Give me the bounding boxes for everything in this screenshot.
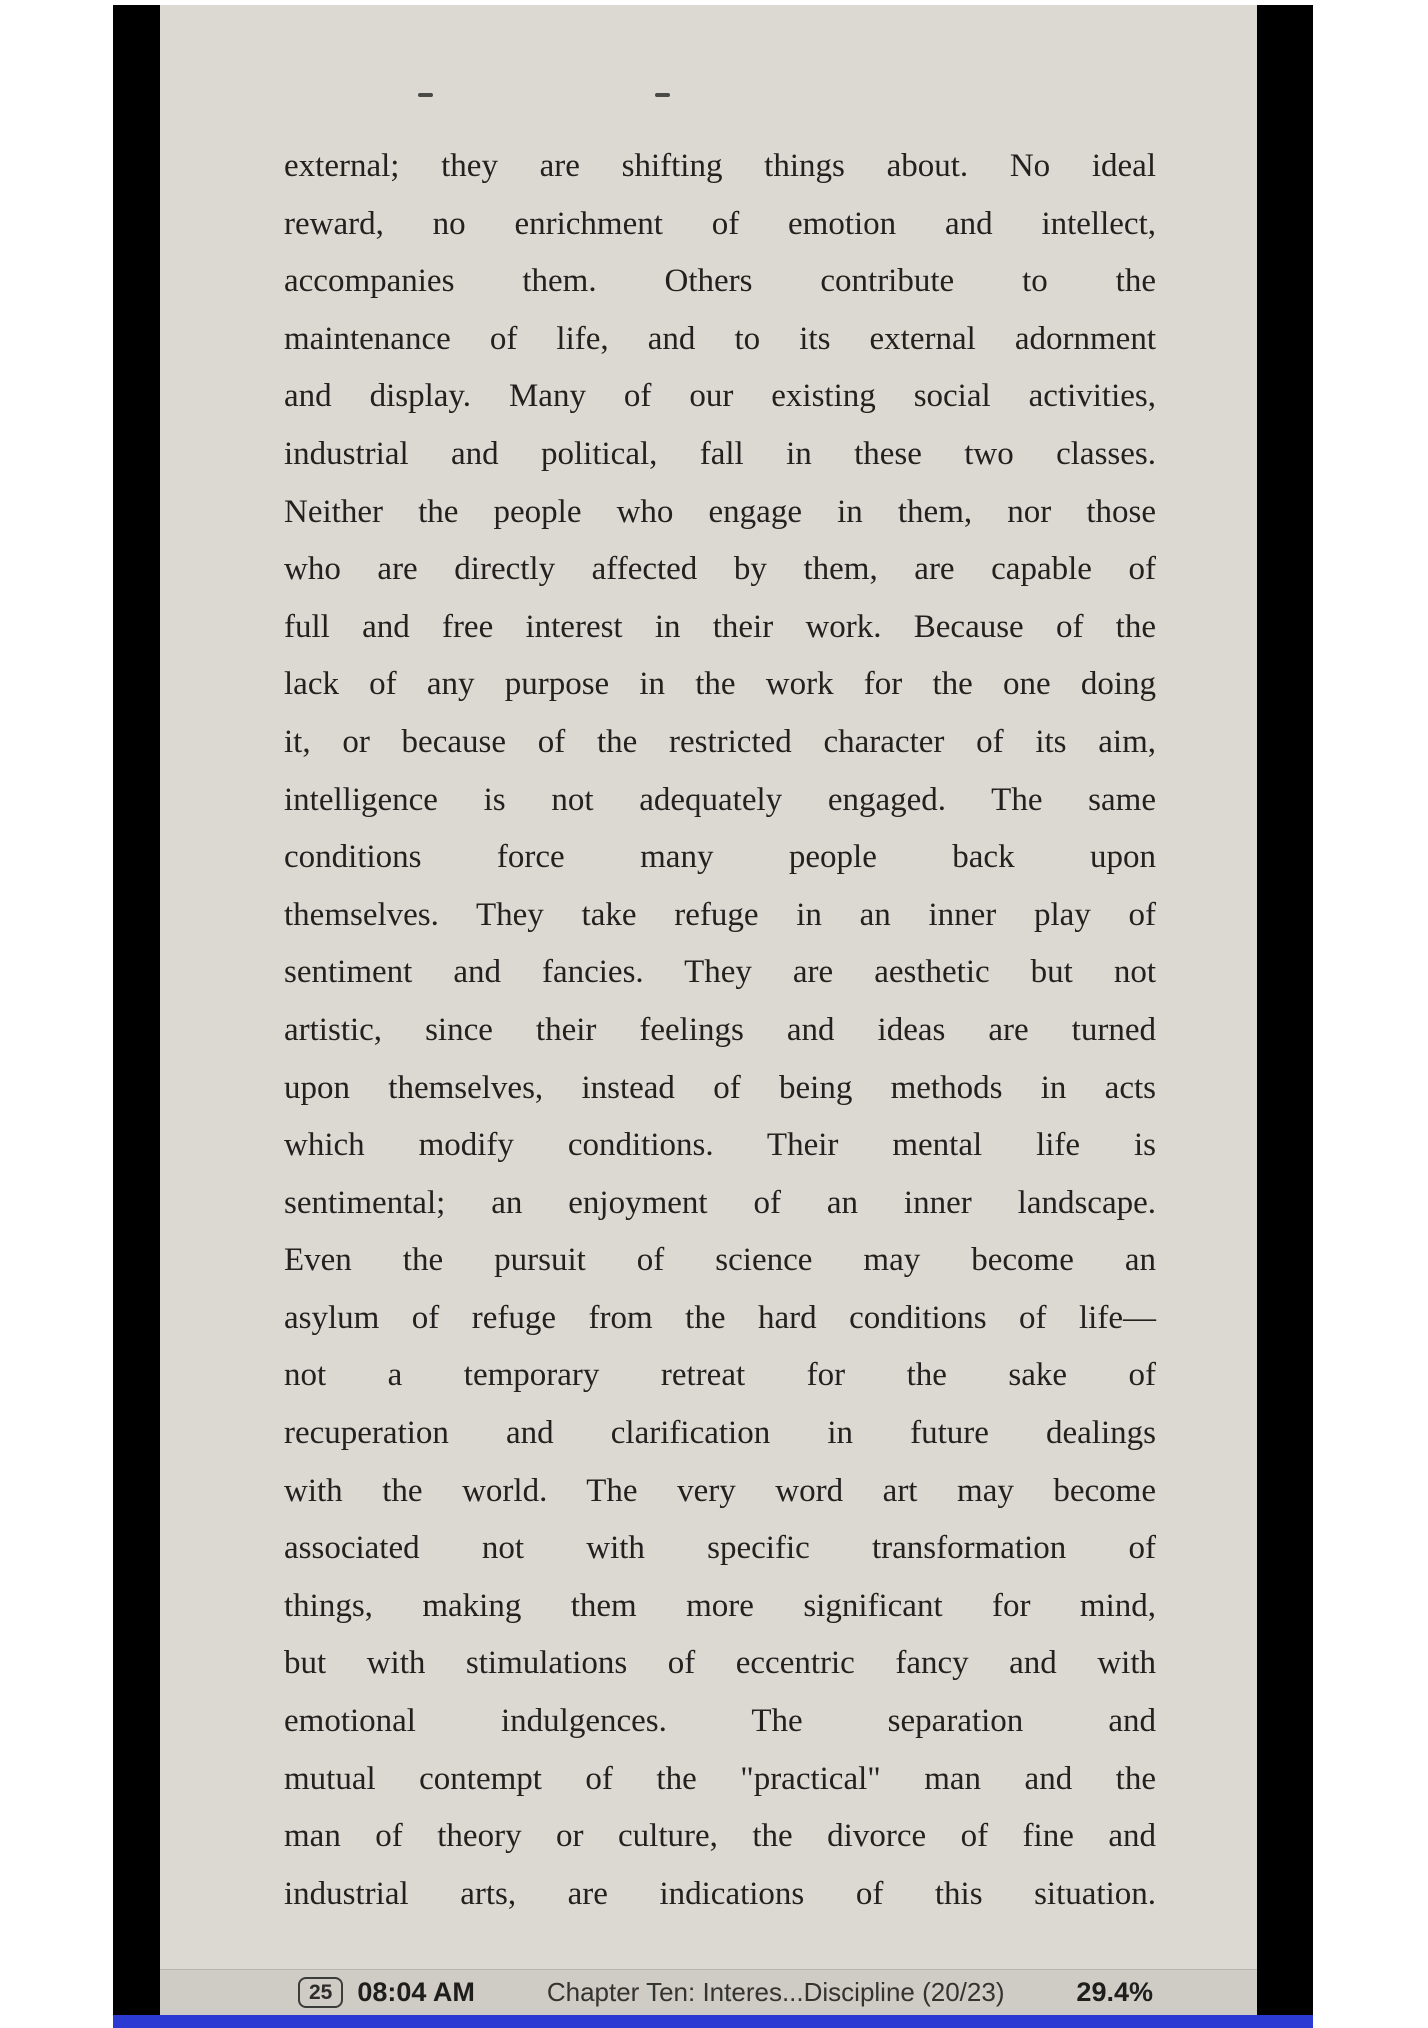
text-line: accompanies them. Others contribute to the — [284, 263, 1156, 300]
text-line: emotional indulgences. The separation and — [284, 1703, 1156, 1740]
reader-page[interactable] — [160, 5, 1257, 2015]
text-line: full and free interest in their work. Because of the — [284, 608, 1156, 645]
text-line: but with stimulations of eccentric fancy and with — [284, 1645, 1156, 1682]
text-line: lack of any purpose in the work for the one doing — [284, 666, 1156, 703]
text-line: things, making them more significant for mind, — [284, 1587, 1156, 1624]
battery-indicator: 25 — [298, 1977, 343, 2008]
text-line: intelligence is not adequately engaged. The same — [284, 781, 1156, 818]
page-text — [284, 138, 1156, 1923]
bottom-blue-bar — [113, 2015, 1313, 2028]
text-line: maintenance of life, and to its external adornment — [284, 320, 1156, 357]
text-line: who are directly affected by them, are capable of — [284, 551, 1156, 588]
text-line: asylum of refuge from the hard conditions of life— — [284, 1299, 1156, 1336]
text-line: mutual contempt of the "practical" man and the — [284, 1760, 1156, 1797]
text-line: artistic, since their feelings and ideas are turned — [284, 1011, 1156, 1048]
text-line: which modify conditions. Their mental life is — [284, 1127, 1156, 1164]
text-line: reward, no enrichment of emotion and intellect, — [284, 205, 1156, 242]
text-line: Even the pursuit of science may become an — [284, 1242, 1156, 1279]
clipped-glyph-artifact — [655, 93, 670, 97]
status-bar — [160, 1969, 1257, 2015]
text-line: recuperation and clarification in future dealings — [284, 1415, 1156, 1452]
text-line: external; they are shifting things about. No ideal — [284, 148, 1156, 184]
text-line: themselves. They take refuge in an inner play of — [284, 896, 1156, 933]
book-percent-label: 29.4% — [1076, 1977, 1153, 2007]
text-line: sentiment and fancies. They are aesthetic but not — [284, 954, 1156, 991]
text-line: man of theory or culture, the divorce of fine and — [284, 1818, 1156, 1855]
text-line: industrial and political, fall in these two classes. — [284, 435, 1156, 472]
text-line: industrial arts, are indications of this situation. — [284, 1875, 1156, 1912]
text-line: sentimental; an enjoyment of an inner landscape. — [284, 1184, 1156, 1221]
text-line: with the world. The very word art may become — [284, 1472, 1156, 1509]
text-line: upon themselves, instead of being methods in acts — [284, 1069, 1156, 1106]
right-letterbox-bar — [1257, 5, 1313, 2015]
text-line: and display. Many of our existing social activities, — [284, 378, 1156, 415]
reader-screen-frame — [113, 5, 1313, 2028]
clipped-glyph-artifact — [418, 93, 433, 97]
text-line: Neither the people who engage in them, nor those — [284, 493, 1156, 530]
text-line: it, or because of the restricted character of its aim, — [284, 723, 1156, 760]
text-line: associated not with specific transformation of — [284, 1530, 1156, 1567]
status-left-group — [298, 1977, 475, 2008]
chapter-progress-label: Chapter Ten: Interes...Discipline (20/23) — [546, 1977, 1005, 2007]
text-line: conditions force many people back upon — [284, 839, 1156, 876]
left-letterbox-bar — [113, 5, 160, 2015]
text-line: not a temporary retreat for the sake of — [284, 1357, 1156, 1394]
clock-label: 08:04 AM — [357, 1977, 475, 2007]
